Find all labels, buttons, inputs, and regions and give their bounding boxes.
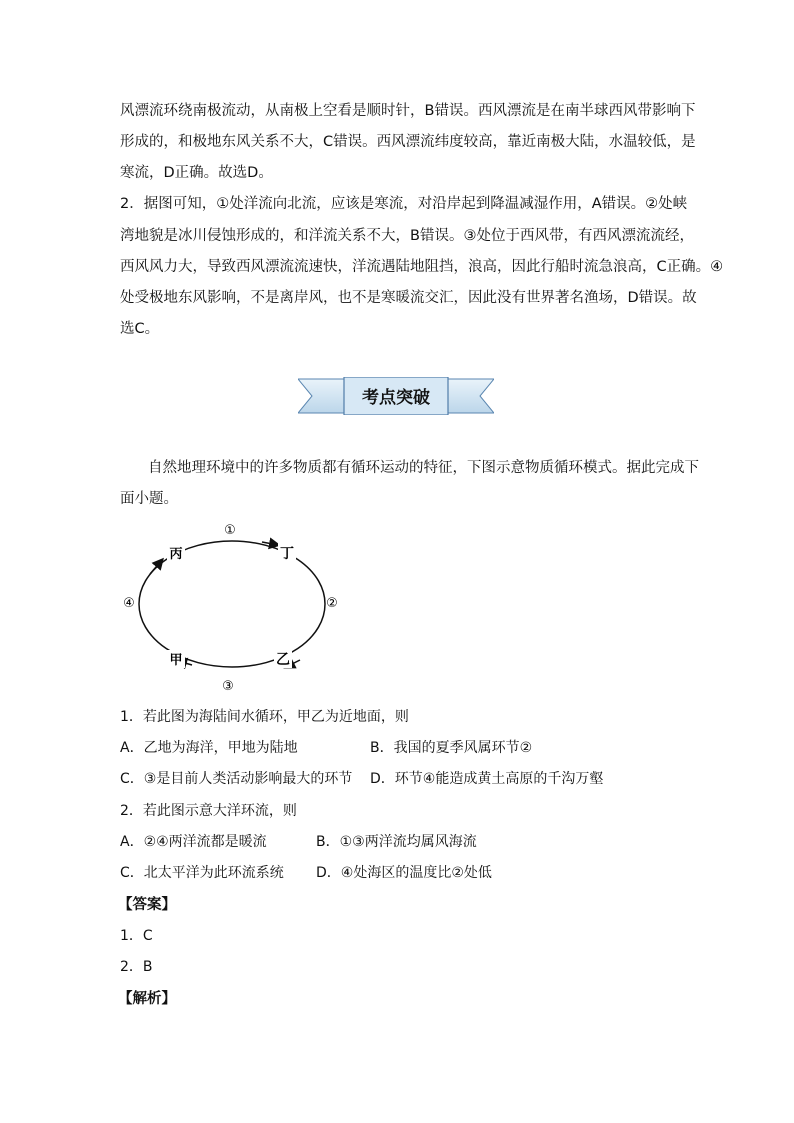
question-2-option-d[interactable]: D．④处海区的温度比②处低: [316, 865, 492, 881]
intro-line-2: 面小题。: [120, 491, 178, 507]
analysis-heading: 【解析】: [118, 991, 176, 1007]
node-yi: 乙: [276, 652, 290, 668]
cycle-diagram: [112, 518, 352, 694]
node-jia: 甲: [169, 653, 183, 668]
answer-2: 2．B: [120, 959, 153, 975]
explanation-line-4: 2．据图可知，①处洋流向北流，应该是寒流，对沿岸起到降温减湿作用，A错误。②处峡: [120, 196, 688, 212]
section-banner: [298, 377, 494, 415]
explanation-line-8: 选C。: [120, 321, 160, 337]
explanation-line-3: 寒流，D正确。故选D。: [120, 165, 273, 181]
cycle-ellipse: [139, 541, 325, 667]
explanation-line-2: 形成的，和极地东风关系不大，C错误。西风漂流纬度较高，靠近南极大陆，水温较低，是: [120, 134, 696, 150]
node-bing: 丙: [169, 547, 183, 562]
question-1-option-d[interactable]: D．环节④能造成黄土高原的千沟万壑: [370, 771, 604, 787]
link-label-right: ②: [326, 596, 338, 611]
question-2-stem: 2．若此图示意大洋环流，则: [120, 803, 297, 819]
question-2-option-c[interactable]: C．北太平洋为此环流系统: [120, 865, 284, 881]
question-1-option-a[interactable]: A．乙地为海洋，甲地为陆地: [120, 740, 298, 756]
intro-line-1: 自然地理环境中的许多物质都有循环运动的特征，下图示意物质循环模式。据此完成下: [148, 460, 699, 476]
explanation-line-6: 西风风力大，导致西风漂流流速快，洋流遇陆地阻挡，浪高，因此行船时流急浪高，C正确。④: [120, 259, 724, 275]
node-ding: 丁: [280, 546, 294, 562]
explanation-line-5: 湾地貌是冰川侵蚀形成的，和洋流关系不大，B错误。③处位于西风带，有西风漂流流经，: [120, 228, 694, 244]
link-label-top: ①: [224, 523, 236, 538]
link-label-left: ④: [123, 596, 135, 611]
answer-heading: 【答案】: [118, 897, 176, 913]
link-label-bottom: ③: [222, 679, 234, 694]
explanation-line-7: 处受极地东风影响，不是离岸风，也不是寒暖流交汇，因此没有世界著名渔场，D错误。故: [120, 290, 697, 306]
question-1-option-b[interactable]: B．我国的夏季风属环节②: [370, 740, 533, 756]
question-2-option-a[interactable]: A．②④两洋流都是暖流: [120, 834, 267, 850]
answer-1: 1．C: [120, 928, 153, 944]
question-1-stem: 1．若此图为海陆间水循环，甲乙为近地面，则: [120, 709, 409, 725]
banner-title: 考点突破: [362, 388, 430, 408]
arrow-left: [150, 560, 162, 574]
question-2-option-b[interactable]: B．①③两洋流均属风海流: [316, 834, 477, 850]
question-1-option-c[interactable]: C．③是目前人类活动影响最大的环节: [120, 771, 353, 787]
explanation-line-1: 风漂流环绕南极流动，从南极上空看是顺时针，B错误。西风漂流是在南半球西风带影响下: [120, 103, 696, 119]
